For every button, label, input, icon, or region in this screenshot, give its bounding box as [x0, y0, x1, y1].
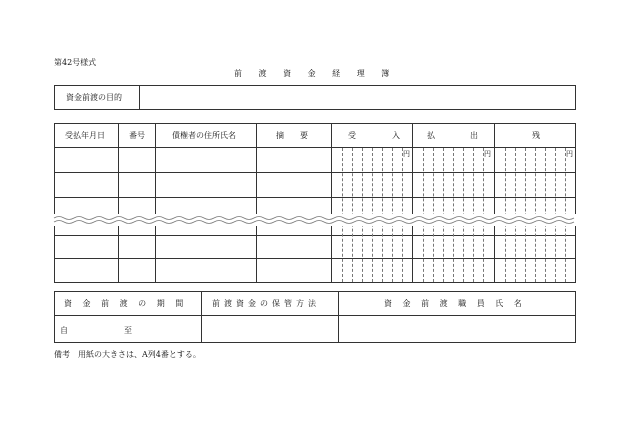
- row-line-1: [54, 172, 576, 173]
- bottom-header-underline: [54, 315, 576, 316]
- storage-label: 前渡資金の保管方法: [212, 299, 320, 308]
- header-balance: 残: [532, 131, 540, 140]
- form-number: 第42号様式: [54, 58, 97, 67]
- purpose-divider: [139, 85, 140, 110]
- page-title: 前 渡 資 金 経 理 簿: [234, 69, 397, 78]
- yen-unit-balance: 円: [566, 150, 573, 158]
- period-from-label: 自: [60, 326, 68, 335]
- yen-unit-receipt: 円: [403, 150, 410, 158]
- omission-break: [52, 212, 579, 228]
- bottom-col-line-1: [201, 291, 202, 343]
- header-receipt-a: 受: [348, 131, 356, 140]
- row-line-2: [54, 197, 576, 198]
- yen-unit-payment: 円: [484, 150, 491, 158]
- purpose-box: [54, 85, 576, 110]
- period-to-label: 至: [124, 326, 132, 335]
- row-line-4: [54, 258, 576, 259]
- header-payment-a: 払: [427, 131, 435, 140]
- header-receipt-b: 入: [392, 131, 400, 140]
- row-line-3: [54, 235, 576, 236]
- header-number: 番号: [129, 131, 145, 140]
- remark-note: 備考 用紙の大きさは、A列4番とする。: [54, 350, 201, 359]
- header-creditor: 債権者の住所氏名: [172, 131, 236, 140]
- bottom-col-line-2: [338, 291, 339, 343]
- header-date: 受払年月日: [65, 131, 105, 140]
- staff-label: 資 金 前 渡 職 員 氏 名: [384, 299, 526, 308]
- period-label: 資 金 前 渡 の 期 間: [64, 299, 188, 308]
- header-summary: 摘 要: [276, 131, 308, 140]
- header-underline: [54, 147, 576, 148]
- purpose-label: 資金前渡の目的: [66, 93, 122, 102]
- header-payment-b: 出: [470, 131, 478, 140]
